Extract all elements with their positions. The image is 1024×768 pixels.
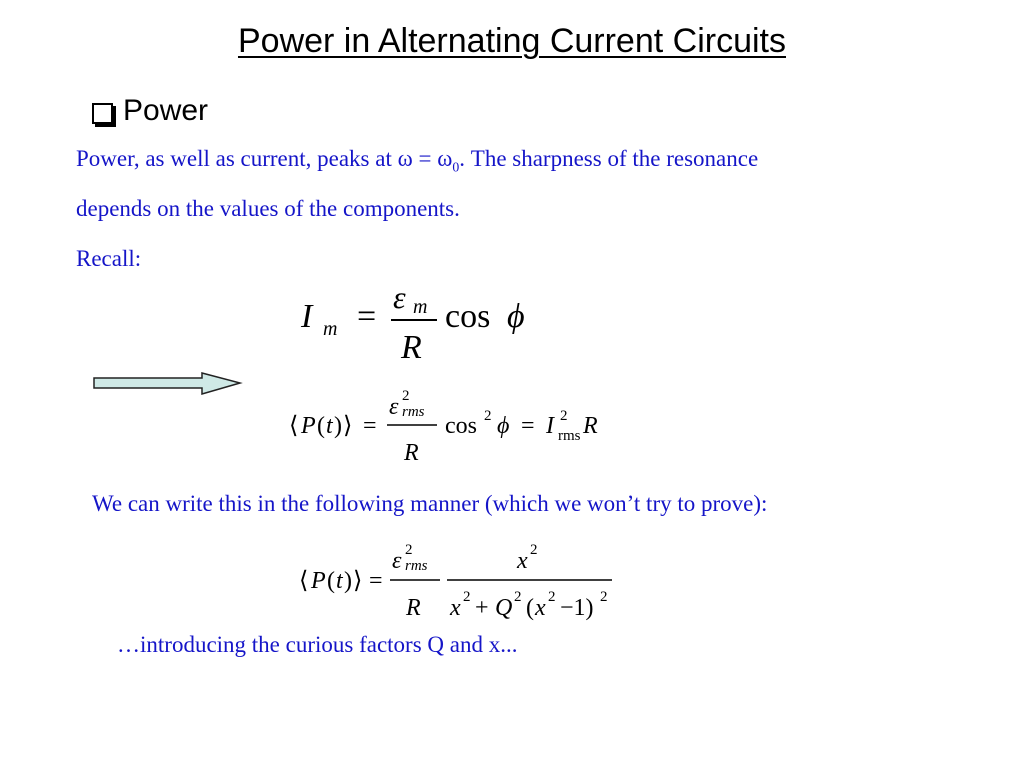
paragraph-resonance-text-a: Power, as well as current, peaks at ω = ω [76,146,453,171]
eq3-den-outer-sup: 2 [600,589,608,605]
eq2-R-trail: R [583,413,598,439]
eq3-num-x-sup: 2 [530,542,538,558]
paragraph-resonance-text-b: . The sharpness of the resonance [459,146,759,171]
eq1-phi: ϕ [507,298,525,335]
eq3-num-x: x [517,548,528,574]
equation-average-power [285,380,625,470]
eq1-R: R [401,329,422,366]
eq3-paren-close: ) [344,568,352,594]
paragraph-curious-factors: …introducing the curious factors Q and x... [117,632,518,657]
equation-power-resonance [295,530,625,630]
eq3-den-minus-one: −1) [560,595,594,621]
eq2-t: t [326,413,333,439]
eq2-I-sup: 2 [560,408,568,424]
eq3-paren-open: ( [327,568,335,594]
eq3-den-x2-sup: 2 [548,589,556,605]
eq1-epsilon-sub: m [413,296,428,318]
eq2-cos: cos [445,413,477,439]
eq3-angle-open: ⟨ [299,568,309,594]
eq3-epsilon-sub: rms [405,558,428,574]
eq1-equals: = [357,298,377,335]
eq3-den-paren-open: ( [526,595,534,621]
eq1-I: I [301,298,313,335]
omega-subscript: 0 [452,159,460,175]
eq2-I-sub: rms [558,428,581,444]
eq3-den-plus: + [475,595,489,621]
eq2-equals: = [363,413,377,439]
eq2-I: I [546,413,554,439]
bullet-heading-label: Power [123,94,209,127]
eq1-cos: cos [445,298,491,335]
eq3-den-Q: Q [495,595,513,621]
recall-label: Recall: [76,246,142,271]
eq3-angle-close: ⟩ [353,568,363,594]
eq3-den-Q-sup: 2 [514,589,522,605]
paragraph-rewrite: We can write this in the following manner (which we won’t try to prove): [92,491,768,516]
eq2-epsilon: ε [389,394,399,420]
paragraph-components: depends on the values of the components. [76,196,460,221]
eq3-epsilon-sup: 2 [405,542,413,558]
bullet-heading [92,94,208,128]
paragraph-resonance [76,146,956,176]
slide-title: Power in Alternating Current Circuits [237,22,786,60]
eq3-R: R [406,595,421,621]
eq3-equals: = [369,568,383,594]
eq2-angle-close: ⟩ [343,413,353,439]
eq3-den-x-sup: 2 [463,589,471,605]
eq3-P: P [311,568,326,594]
eq2-epsilon-sup: 2 [402,388,410,404]
eq1-I-sub: m [323,318,338,340]
eq2-paren-close: ) [334,413,342,439]
eq2-epsilon-sub: rms [402,404,425,420]
eq2-cos-sup: 2 [484,408,492,424]
eq3-epsilon: ε [392,548,402,574]
eq2-phi: ϕ [497,413,510,439]
eq2-paren-open: ( [317,413,325,439]
equation-current-amplitude [295,280,545,370]
eq2-angle-open: ⟨ [289,413,299,439]
eq3-den-x2: x [535,595,546,621]
eq3-t: t [336,568,343,594]
arrow-right-icon [92,371,244,397]
eq2-equals2: = [521,413,535,439]
eq2-R: R [404,440,419,466]
checkbox-bullet-icon [92,103,113,124]
eq3-den-x: x [450,595,461,621]
eq2-P: P [301,413,316,439]
eq1-epsilon: ε [393,280,406,315]
